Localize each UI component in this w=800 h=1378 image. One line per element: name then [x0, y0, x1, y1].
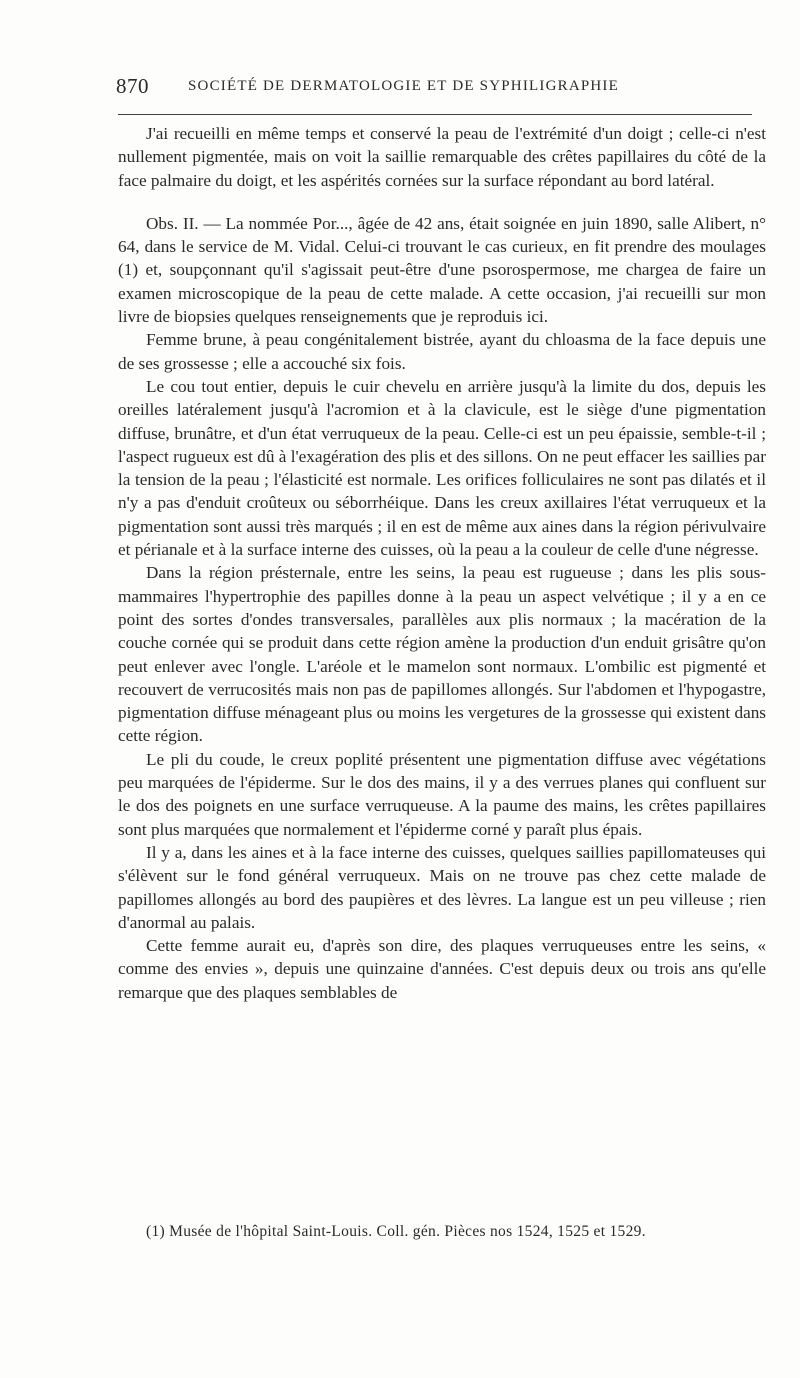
paragraph-4: Le cou tout entier, depuis le cuir chevelu en arrière jusqu'à la limite du dos, depuis les oreilles latéralement jusqu'à l'acromion et à la clavicule, est le siège d'une pigmentation diffuse, brunâtre, et d'un état verruqueux de la peau. Celle-ci est un peu épaissie, semble-t-il ; l'aspect rugueux est dû à l'exagération des plis et des sillons. On ne peut effacer les saillies par la tension de la peau ; l'élasticité est normale. Les orifices folliculaires ne sont pas dilatés et il n'y a pas d'enduit croûteux ou séborrhéique. Dans les creux axillaires l'état verruqueux et la pigmentation sont aussi très marqués ; il en est de même aux aines dans la région périvulvaire et périanale et à la surface interne des cuisses, où la peau a la couleur de celle d'une négresse. — [118, 376, 766, 560]
paragraph-5: Dans la région présternale, entre les seins, la peau est rugueuse ; dans les plis sous-mammaires l'hypertrophie des papilles donne à la peau un aspect velvétique ; il y a en ce point des sortes d'ondes transversales, parallèles aux plis normaux ; la macération de la couche cornée qui se produit dans cette région amène la production d'un enduit grisâtre qu'on peut enlever avec l'ongle. L'aréole et le mamelon sont normaux. L'ombilic est pigmenté et recouvert de verrucosités mais non pas de papillomes allongés. Sur l'abdomen et l'hypogastre, pigmentation diffuse ménageant plus ou moins les vergetures de la grossesse qui existent dans cette région. — [118, 563, 766, 746]
paragraph-6: Le pli du coude, le creux poplité présentent une pigmentation diffuse avec végétations peu marquées de l'épiderme. Sur le dos des mains, il y a des verrues planes qui confluent sur le dos des poignets en une surface verruqueuse. A la paume des mains, les crêtes papillaires sont plus marquées que normalement et l'épiderme corné y paraît plus épais. — [118, 749, 766, 839]
paragraph-8: Cette femme aurait eu, d'après son dire, des plaques verruqueuses entre les seins, « comme des envies », depuis une quinzaine d'années. C'est depuis deux ou trois ans qu'elle remarque que des plaques semblables de — [118, 936, 766, 1002]
header-rule — [118, 114, 752, 115]
footnote: (1) Musée de l'hôpital Saint-Louis. Coll. gén. Pièces nos 1524, 1525 et 1529. — [146, 1223, 646, 1240]
paragraph-1: J'ai recueilli en même temps et conservé la peau de l'extrémité d'un doigt ; celle-ci n'est nullement pigmentée, mais on voit la saillie remarquable des crêtes papillaires du côté de la face palmaire du doigt, et les aspérités cornées sur la surface répondant au bord latéral. — [118, 124, 766, 190]
running-head: SOCIÉTÉ DE DERMATOLOGIE ET DE SYPHILIGRAPHIE — [188, 78, 619, 94]
page-number: 870 — [116, 74, 149, 98]
paragraph-3: Femme brune, à peau congénitalement bistrée, ayant du chloasma de la face depuis une de ses grossesse ; elle a accouché six fois. — [118, 330, 766, 373]
body-text — [118, 122, 766, 1004]
page-header — [116, 74, 752, 104]
paragraph-2: Obs. II. — La nommée Por..., âgée de 42 ans, était soignée en juin 1890, salle Alibert, n° 64, dans le service de M. Vidal. Celui-ci trouvant le cas curieux, en fit prendre des moulages (1) et, soupçonnant qu'il s'agissait peut-être d'une psorospermose, me chargea de faire un examen microscopique de la peau de cette malade. A cette occasion, j'ai recueilli sur mon livre de biopsies quelques renseignements que je reproduis ici. — [118, 213, 766, 327]
paragraph-7: Il y a, dans les aines et à la face interne des cuisses, quelques saillies papillomateuses qui s'élèvent sur le fond général verruqueux. Mais on ne trouve pas chez cette malade de papillomes allongés au bord des paupières et des lèvres. La langue est un peu villeuse ; rien d'anormal au palais. — [118, 842, 766, 932]
